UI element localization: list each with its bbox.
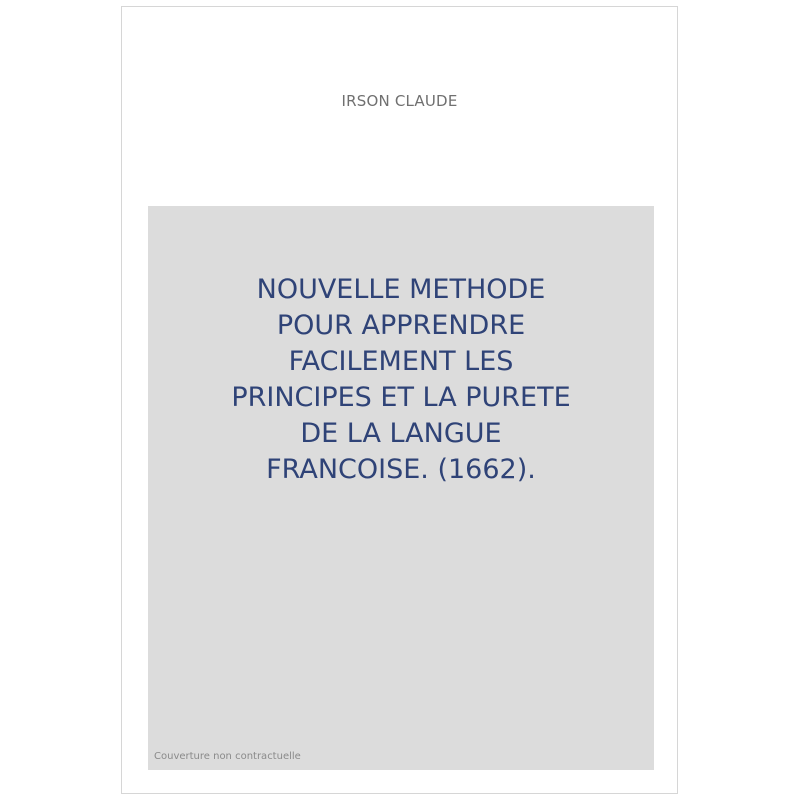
- title-line: POUR APPRENDRE: [276, 310, 526, 341]
- title-line: FRANCOISE. (1662).: [266, 454, 536, 485]
- cover-disclaimer: Couverture non contractuelle: [154, 751, 301, 762]
- title-line: NOUVELLE METHODE: [256, 274, 546, 305]
- book-title: [148, 272, 654, 488]
- author-name: IRSON CLAUDE: [341, 92, 458, 110]
- title-panel: [148, 206, 654, 770]
- title-line: FACILEMENT LES: [288, 346, 514, 377]
- title-line: PRINCIPES ET LA PURETE: [231, 382, 571, 413]
- book-cover: [121, 6, 678, 794]
- title-line: DE LA LANGUE: [300, 418, 502, 449]
